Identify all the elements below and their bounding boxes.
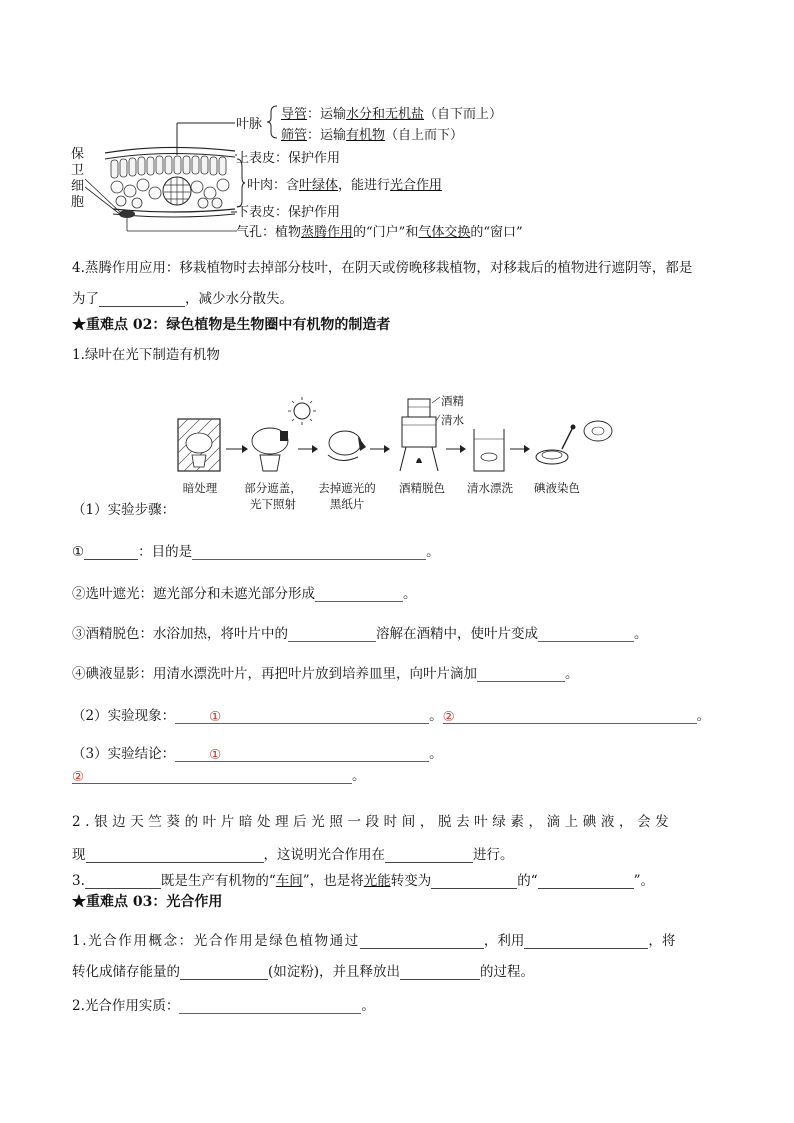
concept-line2: 转化成储存能量的 (如淀粉)，并且释放出 的过程。 [72,964,535,980]
experiment-conclusion-2: ② 。 [72,768,366,785]
step-caption-cover: 部分遮盖， 光下照射 [244,481,302,511]
answer-blank[interactable] [524,934,648,949]
vein-brace [267,104,279,140]
answer-blank[interactable]: ① [175,747,429,762]
step-1: ① ：目的是 。 [72,544,440,560]
step-3: ③酒精脱色：水浴加热，将叶片中的 溶解在酒精中，使叶片变成 。 [72,626,648,642]
vein-label: 叶脉 [236,117,263,132]
answer-blank[interactable] [400,965,480,980]
transpiration-application: 4.蒸腾作用应用：移栽植物时去掉部分枝叶，在阴天或傍晚移栽植物，对移栽后的植物进行遮阴等，都是 [72,260,693,276]
step-caption-dark: 暗处理 [182,481,218,495]
answer-blank[interactable] [538,627,634,642]
essence-line: 2.光合作用实质： 。 [72,998,375,1014]
section-heading-02: ★重难点 02：绿色植物是生物圈中有机物的制造者 [72,317,391,333]
answer-blank[interactable] [86,848,264,863]
step-caption-rinse: 清水漂洗 [467,481,513,495]
answer-blank[interactable] [85,874,161,889]
answer-blank[interactable]: ① [175,709,429,724]
leaf-cross-section-illustration [85,115,245,233]
answer-blank[interactable] [315,587,403,602]
steps-title: （1）实验步骤： [72,502,176,518]
alcohol-label: 酒精 [441,394,464,408]
step-2: ②选叶遮光：遮光部分和未遮光部分形成 。 [72,586,417,602]
upper-epidermis-row: 上表皮：保护作用 [236,151,341,166]
mesophyll-row: 叶肉：含叶绿体，能进行光合作用 [247,178,443,193]
answer-blank[interactable] [431,874,517,889]
stoma-row: 气孔：植物蒸腾作用的“门户”和气体交换的“窗口” [236,225,523,240]
answer-blank[interactable] [385,848,473,863]
question-3: 3. 既是生产有机物的“车间”，也是将光能转变为 的“ ”。 [72,873,655,889]
answer-blank[interactable] [179,999,361,1014]
water-label: 清水 [441,413,464,427]
answer-blank[interactable] [84,545,138,560]
subsection-title: 1.绿叶在光下制造有机物 [72,347,220,363]
experiment-phenomenon: （2）实验现象： ① 。② 。 [72,708,711,725]
step-caption-remove: 去掉遮光的 黑纸片 [318,481,376,511]
xylem-row: 导管：运输水分和无机盐（自下而上） [281,107,503,122]
step-caption-alcohol: 酒精脱色 [399,481,445,495]
answer-blank[interactable] [288,627,376,642]
answer-blank[interactable] [99,292,185,307]
answer-blank[interactable] [180,965,268,980]
question-2-line1: 2.银边天竺葵的叶片暗处理后光照一段时间，脱去叶绿素，滴上碘液，会发 [72,814,674,830]
answer-blank[interactable]: ② [72,769,352,784]
answer-blank[interactable] [192,545,426,560]
guard-cell-label: 保 卫 细 胞 [71,147,85,210]
answer-blank[interactable] [538,874,634,889]
concept-line1: 1.光合作用概念：光合作用是绿色植物通过 ，利用 ，将 [72,933,676,949]
step-4: ④碘液显影：用清水漂洗叶片，再把叶片放到培养皿里，向叶片滴加 。 [72,666,579,682]
question-2-line2: 现 ，这说明光合作用在 进行。 [72,847,514,863]
experiment-illustration [170,385,620,480]
experiment-conclusion: （3）实验结论： ① 。 [72,746,443,763]
step-caption-iodine: 碘液染色 [534,481,580,495]
section-heading-03: ★重难点 03：光合作用 [72,894,223,910]
transpiration-application-line2: 为了 ，减少水分散失。 [72,291,293,307]
answer-blank[interactable] [477,667,565,682]
phloem-row: 筛管：运输有机物（自上而下） [281,128,464,143]
answer-blank[interactable]: ② [443,709,697,724]
lower-epidermis-row: 下表皮：保护作用 [236,205,341,220]
answer-blank[interactable] [360,934,484,949]
